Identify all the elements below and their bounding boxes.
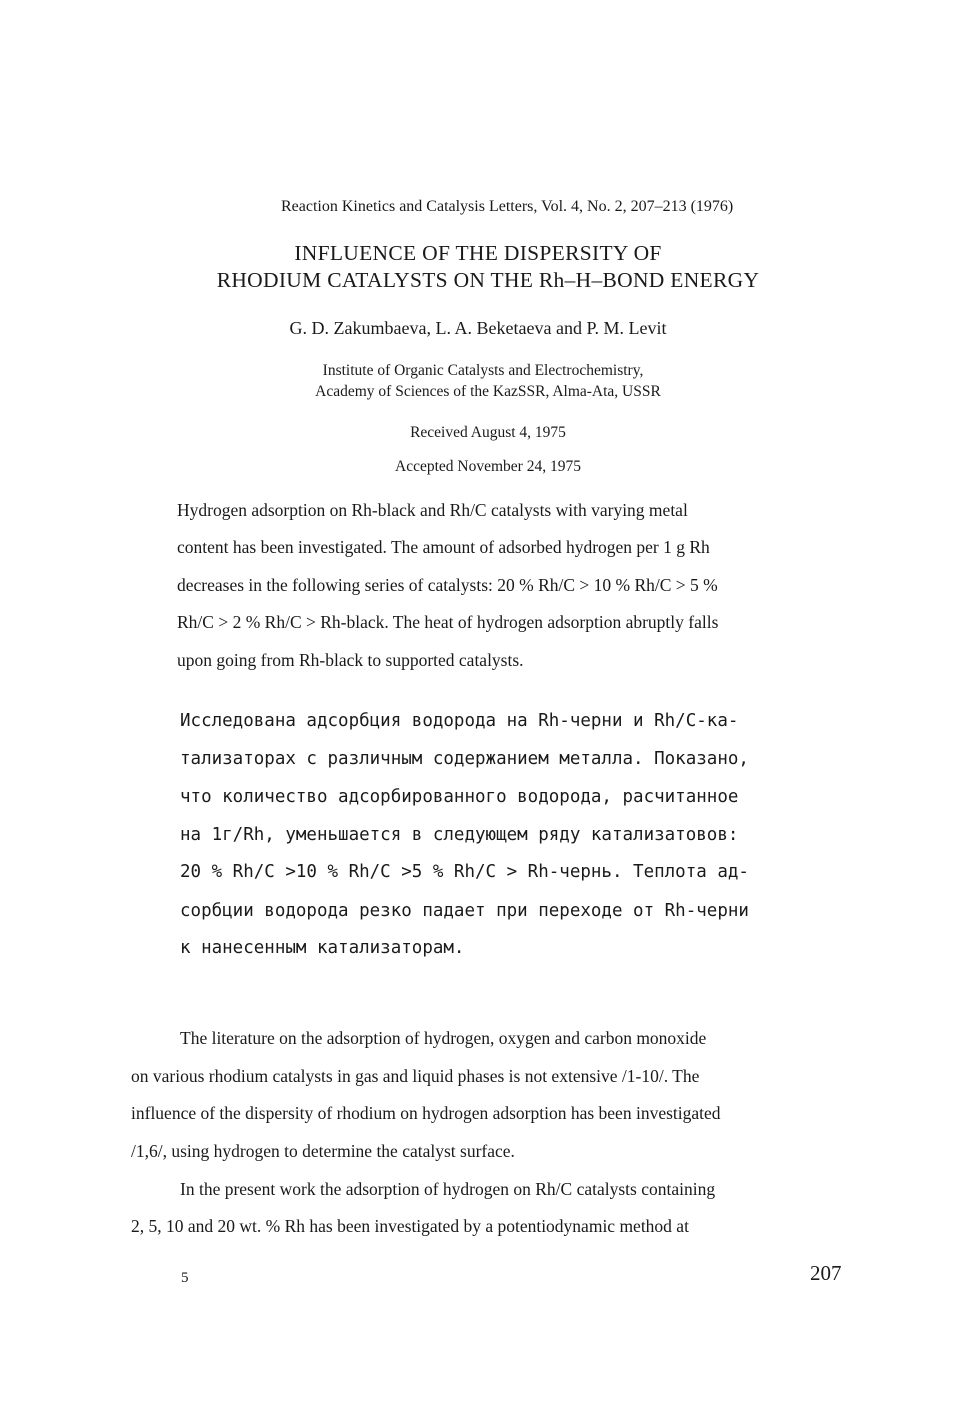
body-paragraph-line: influence of the dispersity of rhodium on hydrogen adsorption has been investigated <box>131 1103 721 1123</box>
body-paragraph-line: In the present work the adsorption of hydrogen on Rh/C catalysts containing <box>180 1179 716 1199</box>
received-date: Received August 4, 1975 <box>410 424 566 441</box>
abstract-ru-line: к нанесенным катализаторам. <box>180 938 465 958</box>
abstract-ru-line: Исследована адсорбция водорода на Rh-черни и Rh/C-ка- <box>180 711 739 731</box>
abstract-ru-line: что количество адсорбированного водорода, расчитанное <box>180 787 739 807</box>
abstract-ru-line: сорбции водорода резко падает при переходе от Rh-черни <box>180 901 749 921</box>
abstract-ru-line: 20 % Rh/C >10 % Rh/C >5 % Rh/C > Rh-чернь. Теплота ад- <box>180 862 749 882</box>
affiliation-line-2: Academy of Sciences of the KazSSR, Alma-Ata, USSR <box>315 383 661 400</box>
body-paragraph-line: /1,6/, using hydrogen to determine the catalyst surface. <box>131 1141 515 1161</box>
abstract-ru-line: на 1г/Rh, уменьшается в следующем ряду катализатовов: <box>180 825 739 845</box>
body-paragraph-line: on various rhodium catalysts in gas and liquid phases is not extensive /1-10/. The <box>131 1066 700 1086</box>
paper-title-line-2: RHODIUM CATALYSTS ON THE Rh–H–BOND ENERGY <box>216 268 760 292</box>
abstract-en-line: Hydrogen adsorption on Rh-black and Rh/C catalysts with varying metal <box>177 500 688 520</box>
accepted-date: Accepted November 24, 1975 <box>395 458 581 475</box>
body-paragraph-line: 2, 5, 10 and 20 wt. % Rh has been investigated by a potentiodynamic method at <box>131 1216 689 1236</box>
abstract-en-line: upon going from Rh-black to supported catalysts. <box>177 650 524 670</box>
page-number: 207 <box>810 1261 842 1285</box>
affiliation-line-1: Institute of Organic Catalysts and Electrochemistry, <box>322 362 644 379</box>
paper-title-line-1: INFLUENCE OF THE DISPERSITY OF <box>294 241 662 265</box>
abstract-en-line: Rh/C > 2 % Rh/C > Rh-black. The heat of hydrogen adsorption abruptly falls <box>177 612 719 632</box>
abstract-en-line: decreases in the following series of catalysts: 20 % Rh/C > 10 % Rh/C > 5 % <box>177 575 718 595</box>
signature-mark: 5 <box>181 1270 189 1286</box>
body-paragraph-line: The literature on the adsorption of hydrogen, oxygen and carbon monoxide <box>180 1028 707 1048</box>
journal-citation: Reaction Kinetics and Catalysis Letters, Vol. 4, No. 2, 207–213 (1976) <box>281 198 734 215</box>
abstract-ru-line: тализаторах с различным содержанием металла. Показано, <box>180 749 749 769</box>
author-list: G. D. Zakumbaeva, L. A. Beketaeva and P. M. Levit <box>289 318 667 338</box>
abstract-en-line: content has been investigated. The amount of adsorbed hydrogen per 1 g Rh <box>177 537 710 557</box>
